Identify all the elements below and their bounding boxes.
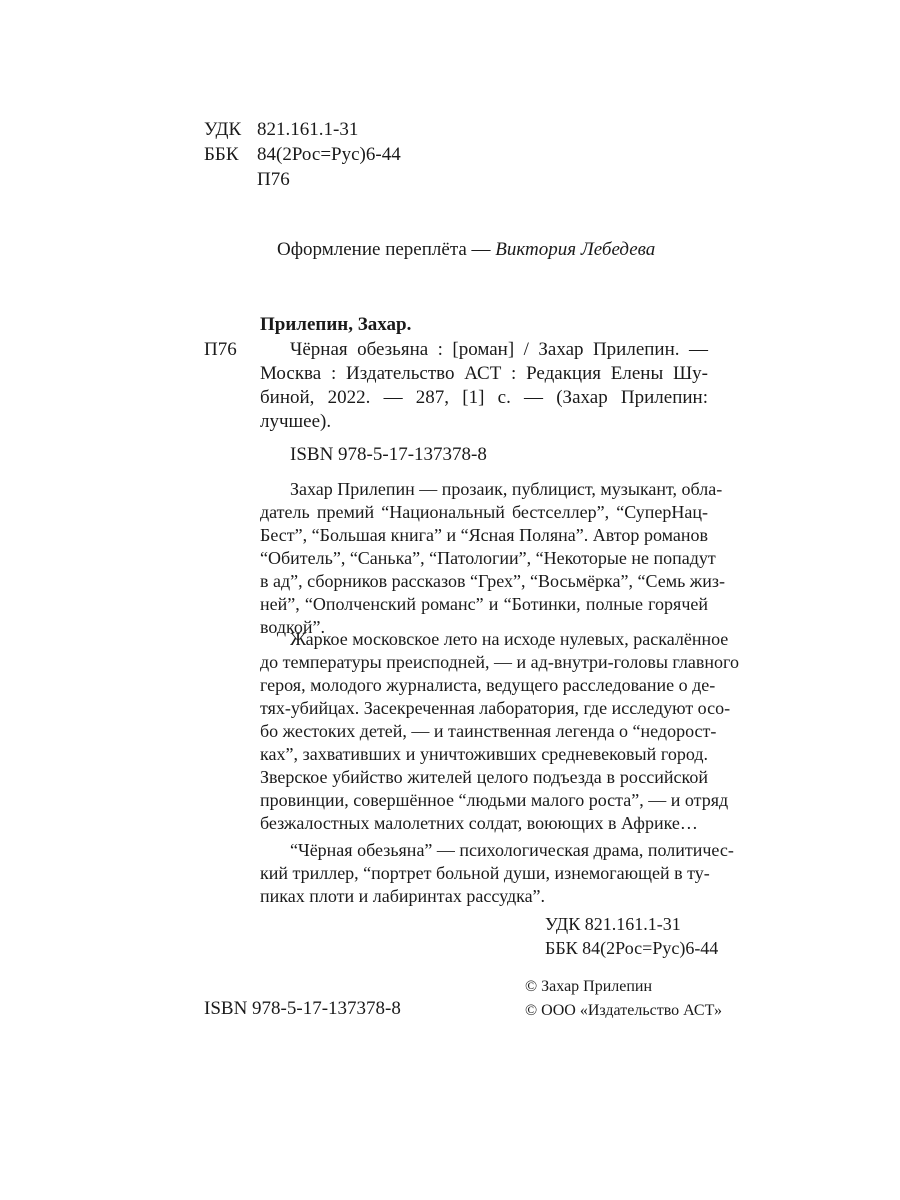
annotation-line: безжалостных малолетних солдат, воюющих в Африке… bbox=[260, 813, 698, 833]
catalog-line: Москва : Издательство АСТ : Редакция Елены Шу- bbox=[260, 363, 708, 384]
annotation-line: Жаркое московское лето на исходе нулевых, раскалённое bbox=[290, 629, 729, 649]
author-mark: П76 bbox=[257, 169, 290, 190]
design-credit-text: Оформление переплёта — bbox=[277, 239, 496, 260]
design-credit bbox=[277, 238, 655, 262]
catalog-line: лучшее). bbox=[260, 411, 332, 432]
annotation-line: “Чёрная обезьяна” — психологическая драма, политичес- bbox=[290, 840, 734, 860]
catalog-line: Чёрная обезьяна : [роман] / Захар Прилепин. — bbox=[290, 339, 708, 360]
annotation-line: героя, молодого журналиста, ведущего расследование о де- bbox=[260, 675, 716, 695]
annotation-line: Захар Прилепин — прозаик, публицист, музыкант, обла- bbox=[290, 479, 723, 499]
design-credit-name: Виктория Лебедева bbox=[495, 239, 656, 260]
annotation-line: ках”, захвативших и уничтоживших средневековый город. bbox=[260, 744, 708, 764]
footer-bbk: ББК 84(2Рос=Рус)6-44 bbox=[545, 938, 719, 958]
bbk-label: ББК bbox=[204, 144, 239, 165]
catalog-mark: П76 bbox=[204, 339, 237, 360]
footer-isbn: ISBN 978-5-17-137378-8 bbox=[204, 998, 401, 1019]
annotation-line: Зверское убийство жителей целого подъезда в российской bbox=[260, 767, 708, 787]
udk-value: 821.161.1-31 bbox=[257, 119, 359, 140]
annotation-line: тях-убийцах. Засекреченная лаборатория, где исследуют осо- bbox=[260, 698, 731, 718]
footer-udk: УДК 821.161.1-31 bbox=[545, 914, 681, 934]
annotation-line: водкой”. bbox=[260, 617, 325, 637]
annotation-line: бо жестоких детей, — и таинственная легенда о “недорост- bbox=[260, 721, 717, 741]
bbk-value: 84(2Рос=Рус)6-44 bbox=[257, 144, 401, 165]
copyright-author: © Захар Прилепин bbox=[525, 978, 653, 995]
copyright-publisher: © ООО «Издательство АСТ» bbox=[525, 1002, 722, 1019]
annotation-line: в ад”, сборников рассказов “Грех”, “Восьмёрка”, “Семь жиз- bbox=[260, 571, 725, 591]
annotation-line: до температуры преисподней, — и ад-внутри-головы главного bbox=[260, 652, 739, 672]
udk-label: УДК bbox=[204, 119, 242, 140]
annotation-line: пиках плоти и лабиринтах рассудка”. bbox=[260, 886, 546, 906]
catalog-heading: Прилепин, Захар. bbox=[260, 314, 412, 335]
annotation-line: датель премий “Национальный бестселлер”, “СуперНац- bbox=[260, 502, 708, 522]
catalog-isbn: ISBN 978-5-17-137378-8 bbox=[290, 444, 487, 465]
annotation-line: провинции, совершённое “людьми малого роста”, — и отряд bbox=[260, 790, 729, 810]
annotation-line: Бест”, “Большая книга” и “Ясная Поляна”. Автор романов bbox=[260, 525, 708, 545]
annotation-line: кий триллер, “портрет больной души, изнемогающей в ту- bbox=[260, 863, 710, 883]
catalog-line: биной, 2022. — 287, [1] с. — (Захар Прилепин: bbox=[260, 387, 708, 408]
annotation-line: ней”, “Ополченский романс” и “Ботинки, полные горячей bbox=[260, 594, 708, 614]
annotation-line: “Обитель”, “Санька”, “Патологии”, “Некоторые не попадут bbox=[260, 548, 716, 568]
